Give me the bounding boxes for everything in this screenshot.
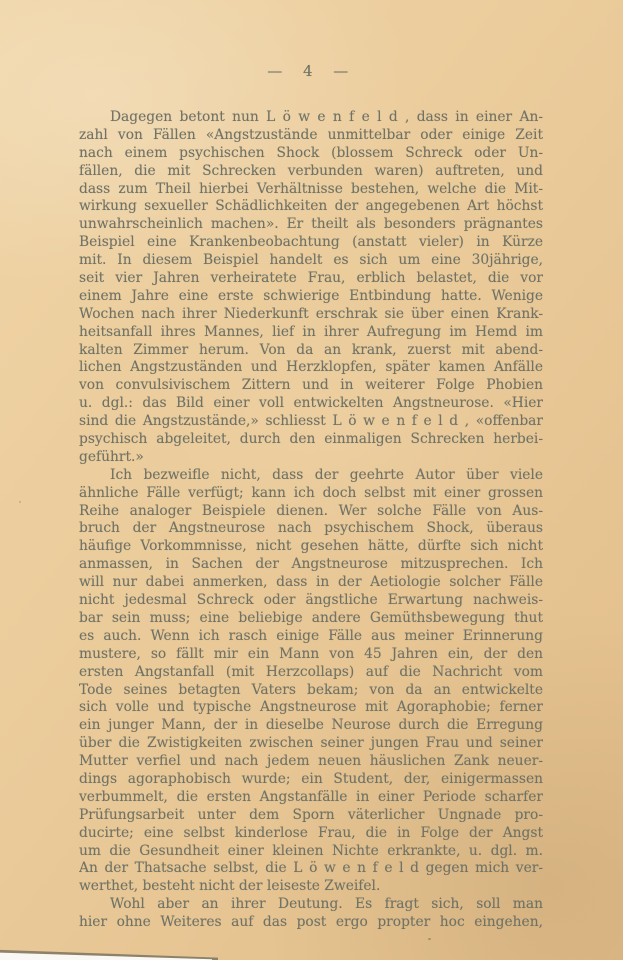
text-line: zahl von Fällen «Angstzustände unmittelbar oder einige Zeit bbox=[79, 126, 543, 143]
text-line: Prüfungsarbeit unter dem Sporn väterlicher Ungnade pro- bbox=[79, 806, 543, 823]
text-line: von convulsivischem Zittern und in weiterer Folge Phobien bbox=[79, 377, 543, 394]
text-line: Dagegen betont nun L ö w e n f e l d , dass in einer An- bbox=[110, 109, 543, 125]
text-line: will nur dabei anmerken, dass in der Aetiologie solcher Fälle bbox=[79, 574, 543, 591]
text-line: ducirte; eine selbst kinderlose Frau, die in Folge der Angst bbox=[79, 824, 543, 841]
text-line: hier ohne Weiteres auf das post ergo propter hoc eingehen, bbox=[79, 914, 543, 931]
text-line: über die Zwistigkeiten zwischen seiner jungen Frau und seiner bbox=[79, 735, 543, 752]
text-line: geführt.» bbox=[79, 448, 144, 465]
scan-speck bbox=[189, 424, 191, 426]
text-line: fällen, die mit Schrecken verbunden waren) auftreten, und bbox=[79, 162, 543, 179]
text-line: bar sein muss; eine beliebige andere Gemüthsbewegung thut bbox=[79, 609, 543, 626]
text-line: Wohl aber an ihrer Deutung. Es fragt sich, soll man bbox=[110, 896, 543, 913]
text-line: ersten Angstanfall (mit Herzcollaps) auf die Nachricht vom bbox=[79, 663, 543, 680]
scan-speck bbox=[19, 501, 21, 503]
text-line: Wochen nach ihrer Niederkunft erschrak sie über einen Krank- bbox=[79, 305, 543, 322]
text-line: Ich bezweifle nicht, dass der geehrte Autor über viele bbox=[110, 466, 543, 483]
text-line: seit vier Jahren verheiratete Frau, erblich belastet, die vor bbox=[79, 270, 543, 287]
text-line: An der Thatsache selbst, die L ö w e n f e l d gegen mich ver- bbox=[79, 860, 543, 877]
text-line: um die Gesundheit einer kleinen Nichte erkrankte, u. dgl. m. bbox=[79, 842, 543, 859]
text-line: mustere, so fällt mir ein Mann von 45 Jahren ein, der den bbox=[79, 645, 543, 662]
text-line: Reihe analoger Beispiele dienen. Wer solche Fälle von Aus- bbox=[79, 502, 543, 519]
text-line: es auch. Wenn ich rasch einige Fälle aus meiner Erinnerung bbox=[79, 627, 543, 644]
text-line: anmassen, in Sachen der Angstneurose mitzusprechen. Ich bbox=[79, 556, 543, 573]
text-line: ähnliche Fälle verfügt; kann ich doch selbst mit einer grossen bbox=[79, 484, 543, 501]
text-line: bruch der Angstneurose nach psychischem Shock, überaus bbox=[79, 520, 543, 537]
text-line: lichen Angstzuständen und Herzklopfen, später kamen Anfälle bbox=[79, 359, 543, 376]
page-number: — 4 — bbox=[267, 62, 350, 80]
page-body-text bbox=[79, 109, 543, 932]
text-line: werthet, besteht nicht der leiseste Zweifel. bbox=[79, 878, 381, 895]
text-line: Tode seines betagten Vaters bekam; von da an entwickelte bbox=[79, 681, 543, 698]
text-line: häufige Vorkommnisse, nicht gesehen hätte, dürfte sich nicht bbox=[79, 538, 543, 555]
text-line: unwahrscheinlich machen». Er theilt als besonders prägnantes bbox=[79, 216, 543, 233]
text-line: sich volle und typische Angstneurose mit Agoraphobie; ferner bbox=[79, 699, 543, 716]
text-line: Mutter verfiel und nach jedem neuen häuslichen Zank neuer- bbox=[79, 753, 543, 770]
text-line: psychisch abgeleitet, durch den einmaligen Schrecken herbei- bbox=[79, 431, 543, 448]
text-line: dass zum Theil hierbei Verhältnisse bestehen, welche die Mit- bbox=[79, 180, 543, 197]
text-line: u. dgl.: das Bild einer voll entwickelten Angstneurose. «Hier bbox=[79, 395, 543, 412]
text-line: einem Jahre eine erste schwierige Entbindung hatte. Wenige bbox=[79, 287, 543, 304]
text-line: wirkung sexueller Schädlichkeiten der angegebenen Art höchst bbox=[79, 198, 543, 215]
text-line: mit. In diesem Beispiel handelt es sich um eine 30jährige, bbox=[79, 252, 543, 269]
text-line: kalten Zimmer herum. Von da an krank, zuerst mit abend- bbox=[79, 341, 543, 358]
text-line: heitsanfall ihres Mannes, lief in ihrer Aufregung im Hemd im bbox=[79, 323, 543, 340]
text-line: dings agoraphobisch wurde; ein Student, der, einigermassen bbox=[79, 770, 543, 787]
text-line: nicht jedesmal Schreck oder ängstliche Erwartung nachweis- bbox=[79, 592, 543, 609]
text-line: sind die Angstzustände,» schliesst L ö w e n f e l d , «offenbar bbox=[79, 413, 543, 430]
text-line: verbummelt, die ersten Angstanfälle in einer Periode scharfer bbox=[79, 788, 543, 805]
text-line: ein junger Mann, der in dieselbe Neurose durch die Erregung bbox=[79, 717, 543, 734]
scan-speck bbox=[428, 938, 431, 940]
text-line: nach einem psychischen Shock (blossem Schreck oder Un- bbox=[79, 144, 543, 161]
text-line: Beispiel eine Krankenbeobachtung (anstatt vieler) in Kürze bbox=[79, 234, 543, 251]
